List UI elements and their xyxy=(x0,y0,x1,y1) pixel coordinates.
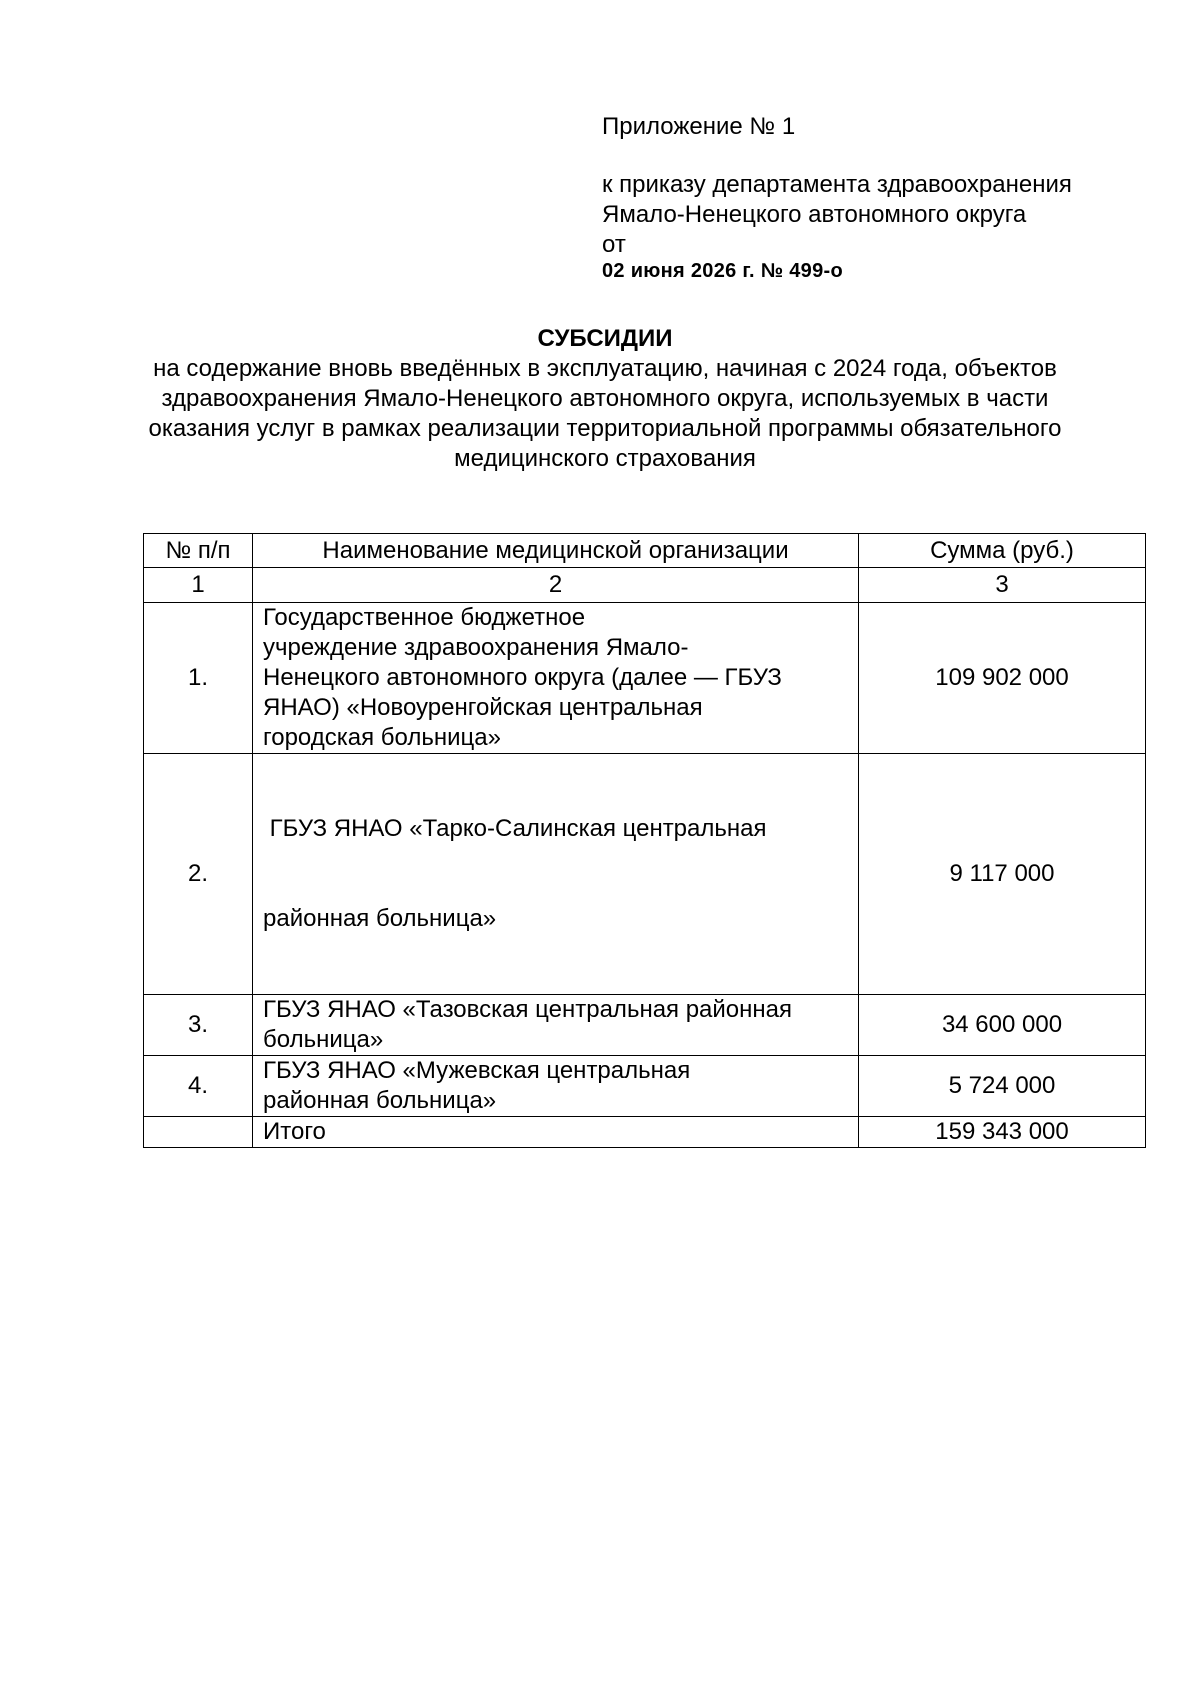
subsidies-table xyxy=(143,533,1146,1148)
date-prefix: от xyxy=(602,231,626,258)
table-header-row xyxy=(144,534,1146,568)
organization-name-line: городская больница» xyxy=(263,724,501,751)
document-subtitle: на содержание вновь введённых в эксплуатацию, начиная с 2024 года, объектов здравоохранения Ямало-Ненецкого автономного округа, используемых в части оказания услуг в рамках реализации территориальной программы обязательного медицинского страхования xyxy=(148,355,1062,472)
total-label: Итого xyxy=(253,1117,859,1148)
order-reference-line-1: к приказу департамента здравоохранения xyxy=(602,171,1072,198)
organization-name-line: больница» xyxy=(263,1026,384,1053)
organization-name-line: районная больница» xyxy=(263,905,497,932)
table-row xyxy=(144,1056,1146,1117)
organization-name-line: Государственное бюджетное xyxy=(263,604,586,631)
document-heading xyxy=(130,324,1080,474)
table-row xyxy=(144,754,1146,995)
row-number: 2. xyxy=(144,754,253,995)
table-row xyxy=(144,995,1146,1056)
organization-name xyxy=(253,995,859,1056)
document-title: СУБСИДИИ xyxy=(537,325,673,352)
appendix-number: Приложение № 1 xyxy=(602,113,796,140)
organization-name-line: ГБУЗ ЯНАО «Тазовская центральная районная xyxy=(263,996,793,1023)
total-number xyxy=(144,1117,253,1148)
organization-name xyxy=(253,1056,859,1117)
organization-name-line: учреждение здравоохранения Ямало- xyxy=(263,634,689,661)
row-number: 4. xyxy=(144,1056,253,1117)
organization-name-line: районная больница» xyxy=(263,1087,497,1114)
index-3: 3 xyxy=(859,568,1146,603)
order-reference xyxy=(602,170,1072,290)
order-date-line xyxy=(602,230,1072,290)
total-row xyxy=(144,1117,1146,1148)
organization-name-line: ГБУЗ ЯНАО «Мужевская центральная xyxy=(263,1057,691,1084)
organization-name xyxy=(253,754,859,995)
order-reference-line-2: Ямало-Ненецкого автономного округа xyxy=(602,201,1027,228)
appendix-header xyxy=(602,112,1072,290)
row-number: 3. xyxy=(144,995,253,1056)
order-date-stamp: 02 июня 2026 г. № 499-о xyxy=(602,260,843,282)
index-1: 1 xyxy=(144,568,253,603)
table-row xyxy=(144,603,1146,754)
header-organization: Наименование медицинской организации xyxy=(253,534,859,568)
row-sum: 5 724 000 xyxy=(859,1056,1146,1117)
total-sum: 159 343 000 xyxy=(859,1117,1146,1148)
index-2: 2 xyxy=(253,568,859,603)
header-num: № п/п xyxy=(144,534,253,568)
organization-name-line: Ненецкого автономного округа (далее — ГБУЗ xyxy=(263,664,782,691)
row-sum: 9 117 000 xyxy=(859,754,1146,995)
row-sum: 34 600 000 xyxy=(859,995,1146,1056)
row-number: 1. xyxy=(144,603,253,754)
header-sum: Сумма (руб.) xyxy=(859,534,1146,568)
organization-name-line: ЯНАО) «Новоуренгойская центральная xyxy=(263,694,703,721)
organization-name-line: ГБУЗ ЯНАО «Тарко-Салинская центральная xyxy=(263,815,767,842)
table-index-row xyxy=(144,568,1146,603)
row-sum: 109 902 000 xyxy=(859,603,1146,754)
organization-name xyxy=(253,603,859,754)
